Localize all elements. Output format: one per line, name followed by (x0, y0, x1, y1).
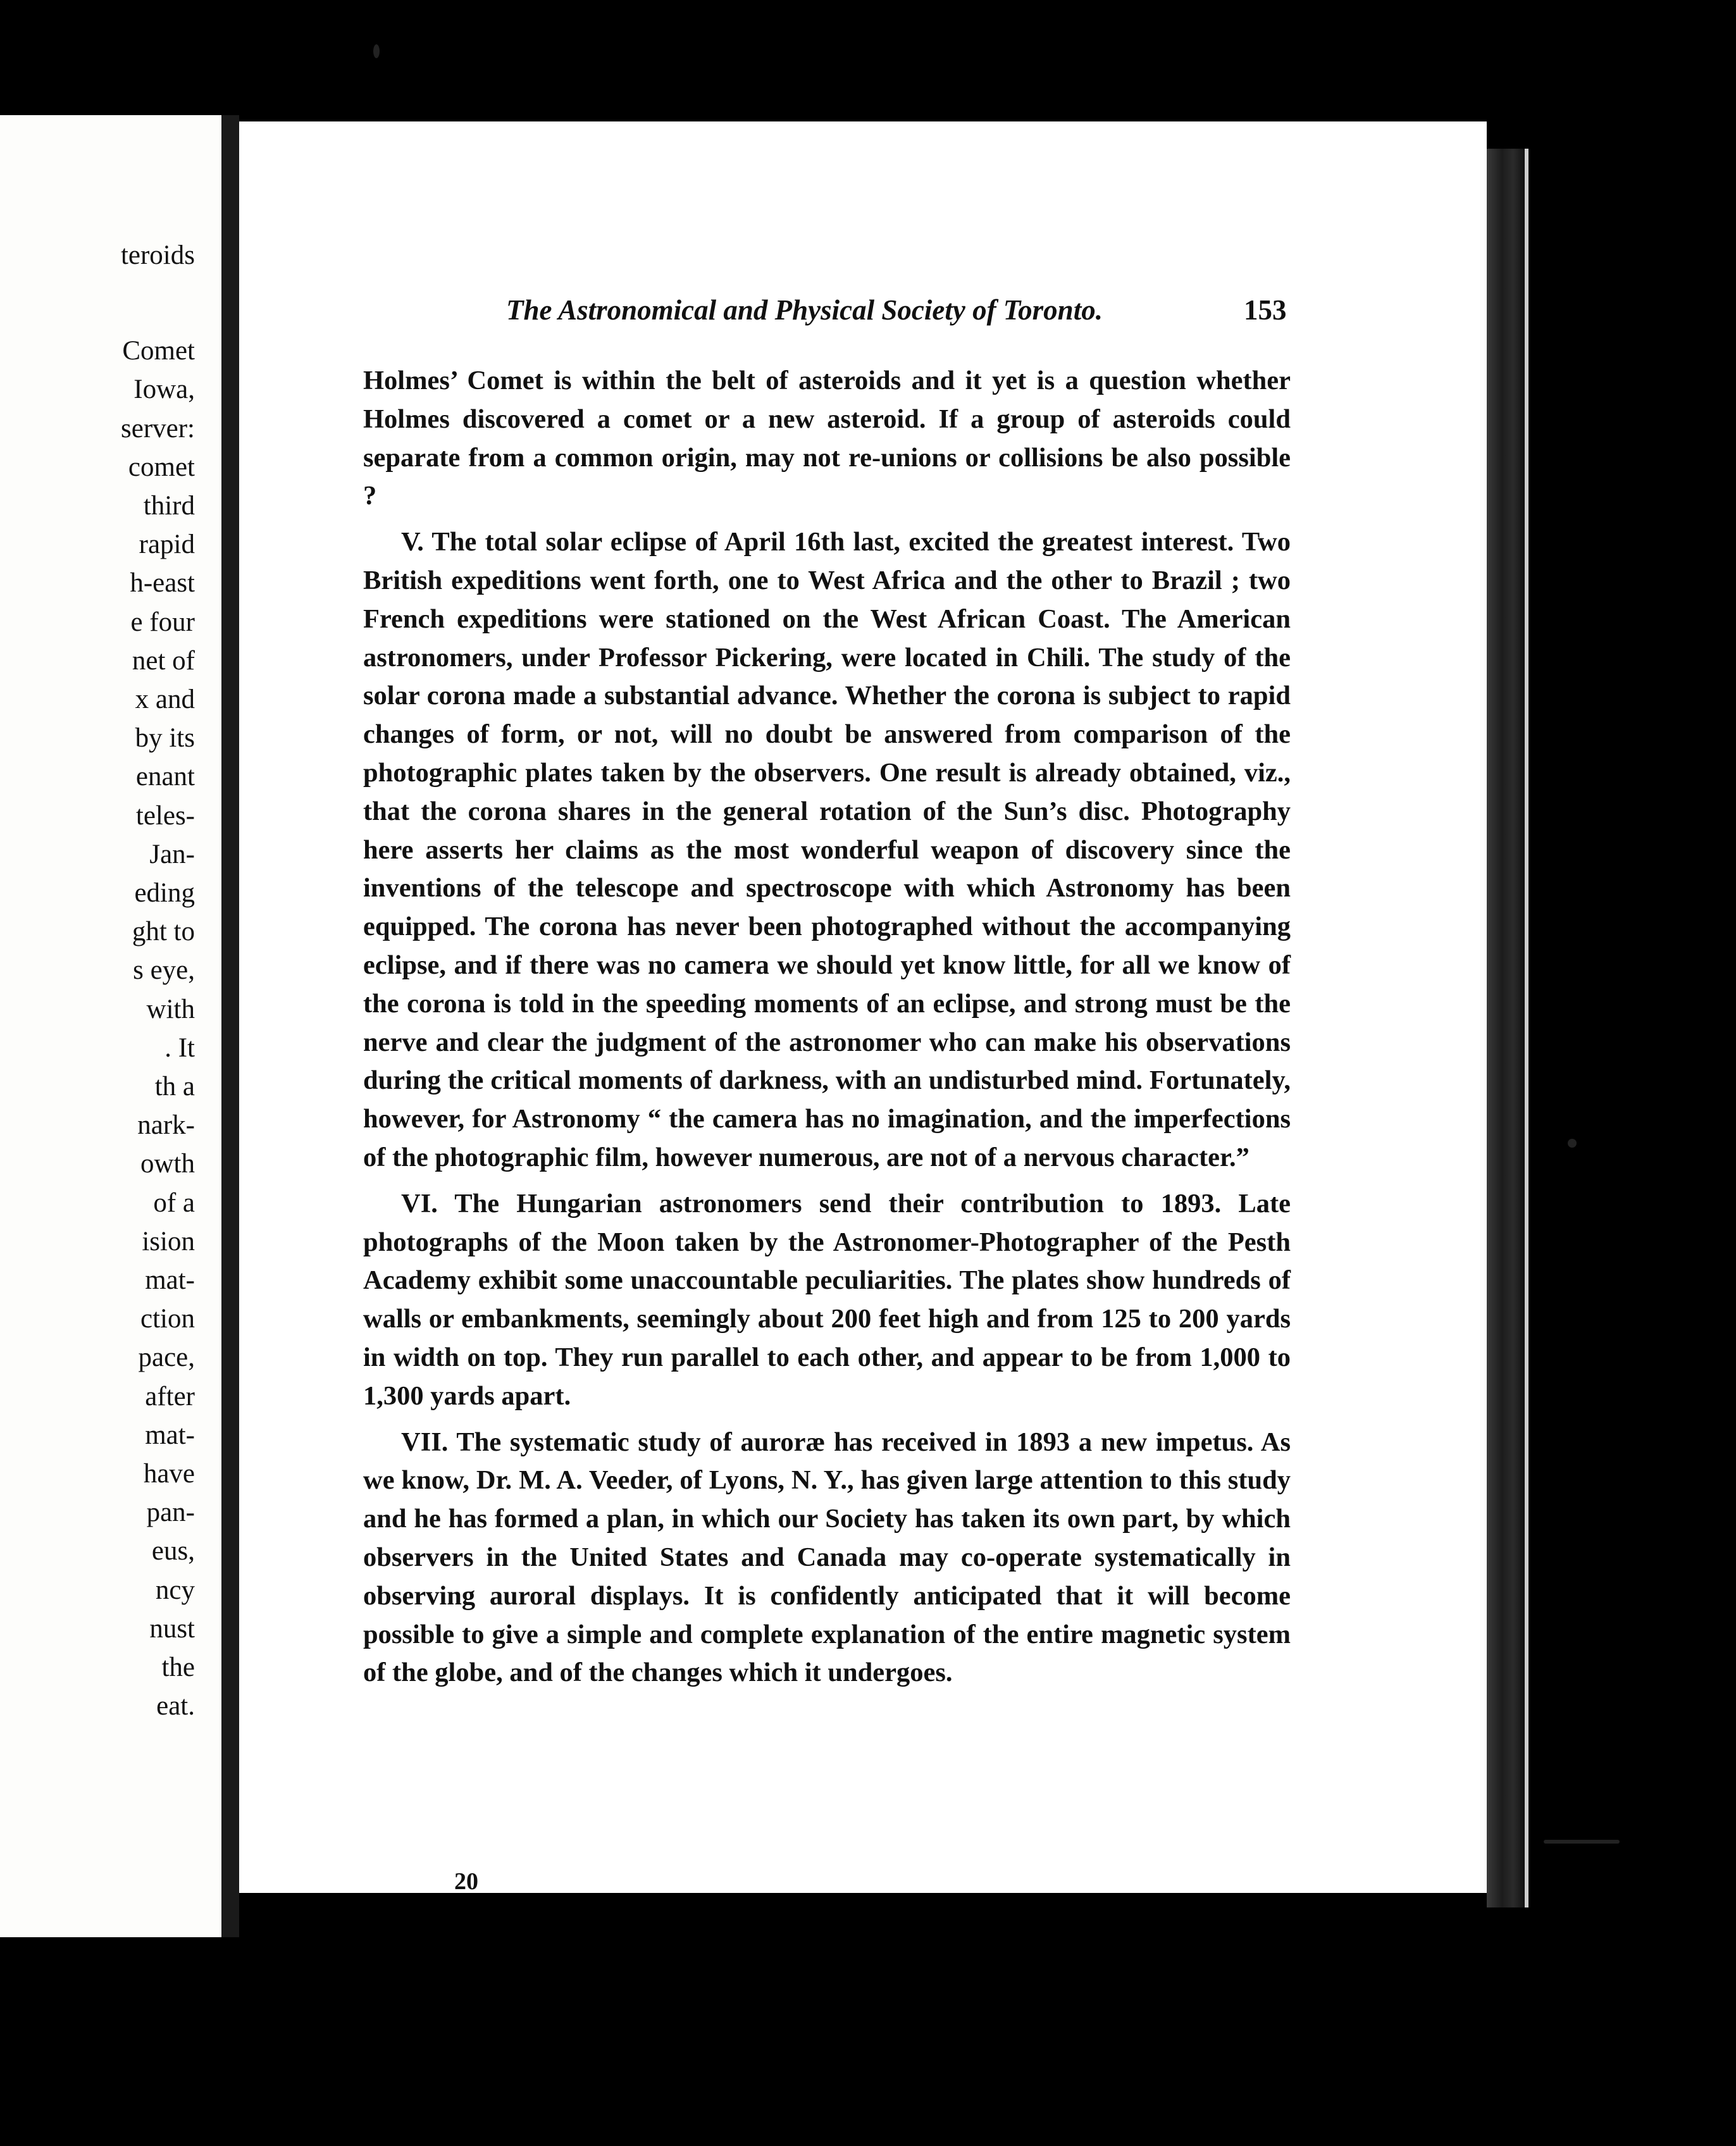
book-gutter (221, 115, 239, 1937)
paragraph-holmes-comet: Holmes’ Comet is within the belt of asteroids and it yet is a question whether Holmes discovered a comet or a new asteroid. If a group of asteroids could separate from a common origin, may not re-unions or collisions be also possible ? (363, 366, 1291, 511)
paragraph-hungarian-astronomers: VI. The Hungarian astronomers send their contribution to 1893. Late photographs of the Moon taken by the Astronomer-Photographer of the Pesth Academy exhibit some unaccountable peculiarities. The plates show hundreds of walls or embankments, seemingly about 200 feet high and from 125 to 200 yards in width on top. They run parallel to each other, and appear to be from 1,000 to 1,300 yards apart. (363, 1188, 1291, 1411)
scan-speck (1568, 1139, 1577, 1148)
previous-page-fragment (0, 115, 221, 1937)
left-page-line: nust (149, 1613, 195, 1644)
left-page-line: net of (132, 645, 195, 676)
left-page-line: th a (154, 1072, 195, 1101)
page-number: 153 (1244, 294, 1287, 326)
scan-speck (373, 44, 380, 58)
running-head: The Astronomical and Physical Society of Toronto. (506, 294, 1103, 326)
left-page-line: eat. (156, 1691, 195, 1721)
left-page-line: teroids (120, 240, 195, 270)
page-edge-stack (1487, 149, 1525, 1907)
left-page-line: owth (140, 1149, 195, 1179)
left-page-line: Comet (122, 336, 195, 366)
left-page-line: eus, (151, 1536, 195, 1566)
left-page-line: third (143, 491, 195, 521)
left-page-line: ght to (132, 917, 195, 947)
left-page-line: ision (142, 1226, 195, 1256)
page-edge-highlight (1525, 149, 1528, 1907)
left-page-line: server: (121, 413, 195, 443)
left-page-line: enant (135, 762, 195, 792)
left-page-line: Jan- (149, 839, 195, 869)
left-page-line: ncy (155, 1575, 195, 1605)
left-page-line: mat- (145, 1265, 195, 1295)
left-page-line: the (161, 1653, 195, 1682)
left-page-line: mat- (145, 1420, 195, 1450)
left-page-line: e four (130, 607, 195, 637)
left-page-line: after (145, 1381, 195, 1411)
left-page-line: ction (140, 1304, 195, 1334)
left-page-line: x and (135, 685, 195, 714)
left-page-line: . It (164, 1033, 195, 1063)
body-text (363, 362, 1291, 1700)
left-page-line: s eye, (133, 955, 195, 986)
left-page-line: comet (128, 452, 195, 482)
left-page-line: pace, (138, 1343, 195, 1373)
left-page-line: of a (153, 1188, 195, 1218)
paragraph-aurorae: VII. The systematic study of auroræ has received in 1893 a new impetus. As we know, Dr. M. A. Veeder, of Lyons, N. Y., has given large attention to this study and he has formed a plan, in which our Society has taken its own part, by which observers in the United States and Canada may co-operate systematically in observing auroral displays. It is confidently anticipated that it will become possible to give a simple and complete explanation of the entire magnetic system of the globe, and of the changes which it undergoes. (363, 1427, 1291, 1688)
left-page-line: Iowa, (133, 375, 195, 405)
left-page-line: have (143, 1459, 195, 1489)
left-page-line: rapid (139, 530, 195, 560)
left-page-line: eding (134, 878, 195, 908)
left-page-line: with (146, 994, 195, 1024)
left-page-line: nark- (137, 1110, 195, 1141)
left-page-line: teles- (135, 800, 195, 831)
left-page-line: pan- (146, 1498, 195, 1528)
left-page-line: by its (135, 723, 195, 754)
left-page-line: h-east (130, 568, 195, 599)
paragraph-solar-eclipse: V. The total solar eclipse of April 16th last, excited the greatest interest. Two British expeditions went forth, one to West Africa and the other to Brazil ; two French expeditions were stationed on the West African Coast. The American astronomers, under Professor Pickering, were located in Chili. The study of the solar corona made a substantial advance. Whether the corona is subject to rapid changes of form, or not, will no doubt be answered from comparison of the photographic plates taken by the observers. One result is already obtained, viz., that the corona shares in the general rotation of the Sun’s disc. Photography here asserts her claims as the most wonderful weapon of discovery since the inventions of the telescope and spectroscope with which Astronomy has been equipped. The corona has never been photographed without the accompanying eclipse, and if there was no camera we should yet know little, for all we know of the corona is told in the speeding moments of an eclipse, and strong must be the nerve and clear the judgment of the astronomer who can make his observations during the critical moments of darkness, with an undisturbed mind. Fortunately, however, for Astronomy “ the camera has no imagination, and the imperfections of the photographic film, however numerous, are not of a nervous character.” (363, 527, 1291, 1172)
signature-mark: 20 (454, 1868, 478, 1895)
scan-speck (1544, 1840, 1620, 1844)
